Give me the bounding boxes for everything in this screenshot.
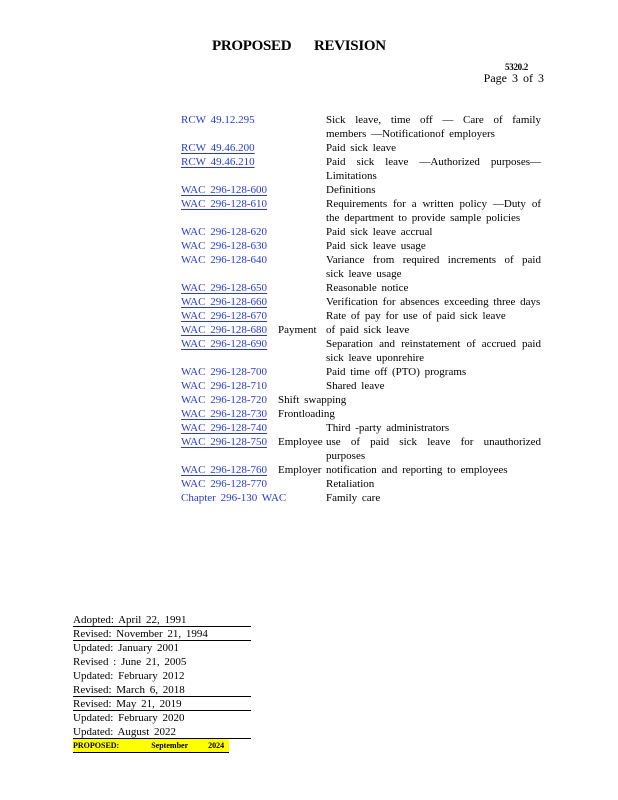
reference-link[interactable]: WAC 296-128-600 bbox=[181, 184, 268, 196]
reference-description: Shared leave bbox=[326, 380, 385, 392]
reference-description: Family care bbox=[326, 492, 381, 504]
history-entry: Revised: May 21, 2019 bbox=[73, 697, 251, 711]
policy-number: 5320.2 bbox=[505, 62, 528, 72]
reference-link[interactable]: WAC 296-128-730 bbox=[181, 408, 268, 420]
reference-row bbox=[0, 379, 618, 393]
reference-row bbox=[0, 323, 618, 337]
reference-link[interactable]: WAC 296-128-710 bbox=[181, 380, 268, 392]
reference-row bbox=[0, 183, 618, 197]
reference-link[interactable]: WAC 296-128-670 bbox=[181, 310, 268, 322]
reference-list bbox=[0, 113, 618, 505]
page-number: Page 3 of 3 bbox=[483, 71, 544, 85]
reference-description: Variance from required increments of paid sick leave usage bbox=[326, 254, 541, 280]
title-word-revision: REVISION bbox=[314, 38, 386, 54]
history-entry: Revised : June 21, 2005 bbox=[73, 656, 187, 668]
revision-history bbox=[73, 613, 251, 753]
reference-link[interactable]: WAC 296-128-660 bbox=[181, 296, 268, 308]
history-entry: Updated: February 2012 bbox=[73, 670, 185, 682]
reference-row bbox=[0, 141, 618, 155]
reference-row bbox=[0, 463, 618, 477]
reference-description bbox=[326, 407, 541, 421]
reference-link[interactable]: WAC 296-128-610 bbox=[181, 198, 268, 210]
reference-inline-title: Shift swapping bbox=[278, 394, 347, 406]
history-entry: Updated: February 2020 bbox=[73, 712, 185, 724]
reference-description: Paid sick leave usage bbox=[326, 240, 426, 252]
reference-description: Paid time off (PTO) programs bbox=[326, 366, 467, 378]
reference-inline-title: Employer bbox=[278, 464, 322, 476]
reference-description bbox=[326, 393, 541, 407]
history-entry: Updated: January 2001 bbox=[73, 642, 180, 654]
document-title bbox=[0, 38, 618, 58]
history-entry: Revised: November 21, 1994 bbox=[73, 627, 251, 641]
reference-description: Requirements for a written policy —Duty of the department to provide sample policies bbox=[326, 198, 541, 224]
reference-link[interactable]: WAC 296-128-680 bbox=[181, 324, 268, 336]
reference-link[interactable]: WAC 296-128-770 bbox=[181, 478, 268, 490]
reference-link[interactable]: WAC 296-128-620 bbox=[181, 226, 268, 238]
reference-row bbox=[0, 295, 618, 309]
reference-row bbox=[0, 337, 618, 365]
reference-link[interactable]: Chapter 296-130 WAC bbox=[181, 492, 287, 504]
reference-row bbox=[0, 309, 618, 323]
reference-link[interactable]: WAC 296-128-760 bbox=[181, 464, 268, 476]
reference-link[interactable]: WAC 296-128-700 bbox=[181, 366, 268, 378]
history-entry: Revised: March 6, 2018 bbox=[73, 683, 251, 697]
reference-description: Separation and reinstatement of accrued paid sick leave uponrehire bbox=[326, 338, 541, 364]
reference-description: Rate of pay for use of paid sick leave bbox=[326, 310, 506, 322]
reference-link[interactable]: RCW 49.46.200 bbox=[181, 142, 255, 154]
reference-row bbox=[0, 197, 618, 225]
reference-description: Paid sick leave —Authorized purposes— Limitations bbox=[326, 156, 541, 182]
reference-row bbox=[0, 435, 618, 463]
reference-row bbox=[0, 155, 618, 183]
reference-row bbox=[0, 407, 618, 421]
reference-description: notification and reporting to employees bbox=[326, 464, 508, 476]
reference-description: Third -party administrators bbox=[326, 422, 450, 434]
reference-description: Paid sick leave bbox=[326, 142, 396, 154]
reference-inline-title: Payment bbox=[278, 324, 317, 336]
proposed-label: PROPOSED: bbox=[73, 741, 120, 750]
reference-inline-title: Frontloading bbox=[278, 408, 335, 420]
proposed-year: 2024 bbox=[208, 741, 225, 750]
reference-description: use of paid sick leave for unauthorized purposes bbox=[326, 436, 541, 462]
history-entry: Updated: August 2022 bbox=[73, 725, 251, 739]
proposed-month: September bbox=[151, 741, 189, 750]
reference-row bbox=[0, 491, 618, 505]
reference-row bbox=[0, 393, 618, 407]
reference-row bbox=[0, 253, 618, 281]
reference-description: Definitions bbox=[326, 184, 376, 196]
reference-description: of paid sick leave bbox=[326, 324, 410, 336]
reference-link[interactable]: WAC 296-128-690 bbox=[181, 338, 268, 350]
reference-row bbox=[0, 239, 618, 253]
reference-description: Retaliation bbox=[326, 478, 375, 490]
reference-row bbox=[0, 113, 618, 141]
reference-row bbox=[0, 477, 618, 491]
reference-row bbox=[0, 225, 618, 239]
reference-description: Reasonable notice bbox=[326, 282, 409, 294]
reference-link[interactable]: RCW 49.46.210 bbox=[181, 156, 255, 168]
reference-link[interactable]: WAC 296-128-740 bbox=[181, 422, 268, 434]
reference-inline-title: Employee bbox=[278, 436, 323, 448]
reference-link[interactable]: WAC 296-128-640 bbox=[181, 254, 268, 266]
reference-description: Sick leave, time off — Care of family members —Notificationof employers bbox=[326, 114, 541, 140]
history-entry: Adopted: April 22, 1991 bbox=[73, 613, 251, 627]
reference-description: Paid sick leave accrual bbox=[326, 226, 433, 238]
reference-row bbox=[0, 365, 618, 379]
reference-link[interactable]: WAC 296-128-720 bbox=[181, 394, 268, 406]
proposed-date-entry bbox=[73, 739, 229, 753]
reference-link[interactable]: WAC 296-128-750 bbox=[181, 436, 268, 448]
reference-link[interactable]: WAC 296-128-630 bbox=[181, 240, 268, 252]
title-word-proposed: PROPOSED bbox=[212, 38, 292, 54]
reference-link[interactable]: WAC 296-128-650 bbox=[181, 282, 268, 294]
reference-description: Verification for absences exceeding three days bbox=[326, 296, 541, 308]
reference-link[interactable]: RCW 49.12.295 bbox=[181, 114, 255, 126]
reference-row bbox=[0, 421, 618, 435]
reference-row bbox=[0, 281, 618, 295]
